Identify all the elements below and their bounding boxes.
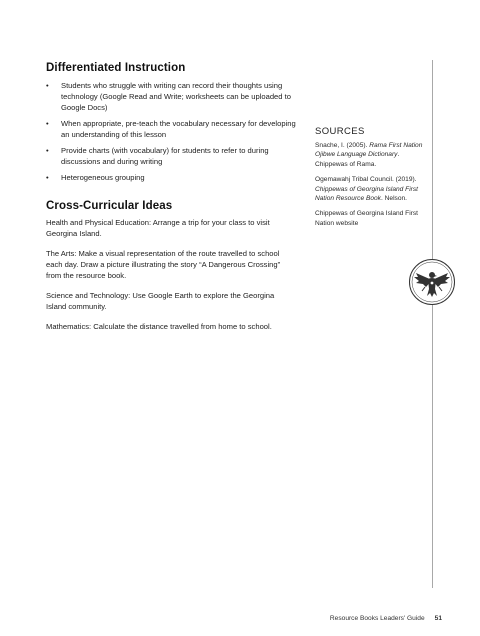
sources-heading: SOURCES <box>315 126 365 137</box>
bullet: • <box>46 81 49 90</box>
list-item: • Students who struggle with writing can record their thoughts using technology (Google Read and Write; worksheets can be uploaded to Google Docs) <box>46 81 291 112</box>
thunderbird-emblem-icon <box>408 258 456 306</box>
differentiated-heading: Differentiated Instruction <box>46 62 186 74</box>
list-item: • Provide charts (with vocabulary) for students to refer to during discussions and during writing <box>46 146 269 166</box>
main-column <box>46 62 296 341</box>
source-entry: Snache, I. (2005). Rama First Nation Ojibwe Language Dictionary. Chippewas of Rama. <box>315 142 423 168</box>
guide-title: Resource Books Leaders' Guide <box>329 615 425 622</box>
bullet: • <box>46 173 49 182</box>
cross-paragraph-arts: The Arts: Make a visual representation of the route travelled to school each day. Draw a picture illustrating the story “A Dangerous Crossing” from the resource book. <box>46 249 281 280</box>
page-footer <box>330 615 442 622</box>
differentiated-list <box>46 80 296 183</box>
cross-paragraph-health: Health and Physical Education: Arrange a trip for your class to visit Georgina Island. <box>46 218 270 238</box>
sources-sidebar <box>315 126 425 234</box>
list-item: • Heterogeneous grouping <box>46 173 145 182</box>
sidebar-divider <box>432 60 433 588</box>
cross-curricular-heading: Cross-Curricular Ideas <box>46 200 173 212</box>
source-entry: Chippewas of Georgina Island First Nation website <box>315 210 418 227</box>
cross-paragraph-science: Science and Technology: Use Google Earth to explore the Georgina Island community. <box>46 291 275 311</box>
list-item: • When appropriate, pre-teach the vocabulary necessary for developing an understanding of this lesson <box>46 119 296 139</box>
page-number: 51 <box>434 615 442 622</box>
bullet: • <box>46 146 49 155</box>
bullet: • <box>46 119 49 128</box>
cross-paragraph-math: Mathematics: Calculate the distance travelled from home to school. <box>46 322 272 331</box>
source-entry: Ogemawahj Tribal Council. (2019). Chippewas of Georgina Island First Nation Resource Book. Nelson. <box>315 176 418 203</box>
